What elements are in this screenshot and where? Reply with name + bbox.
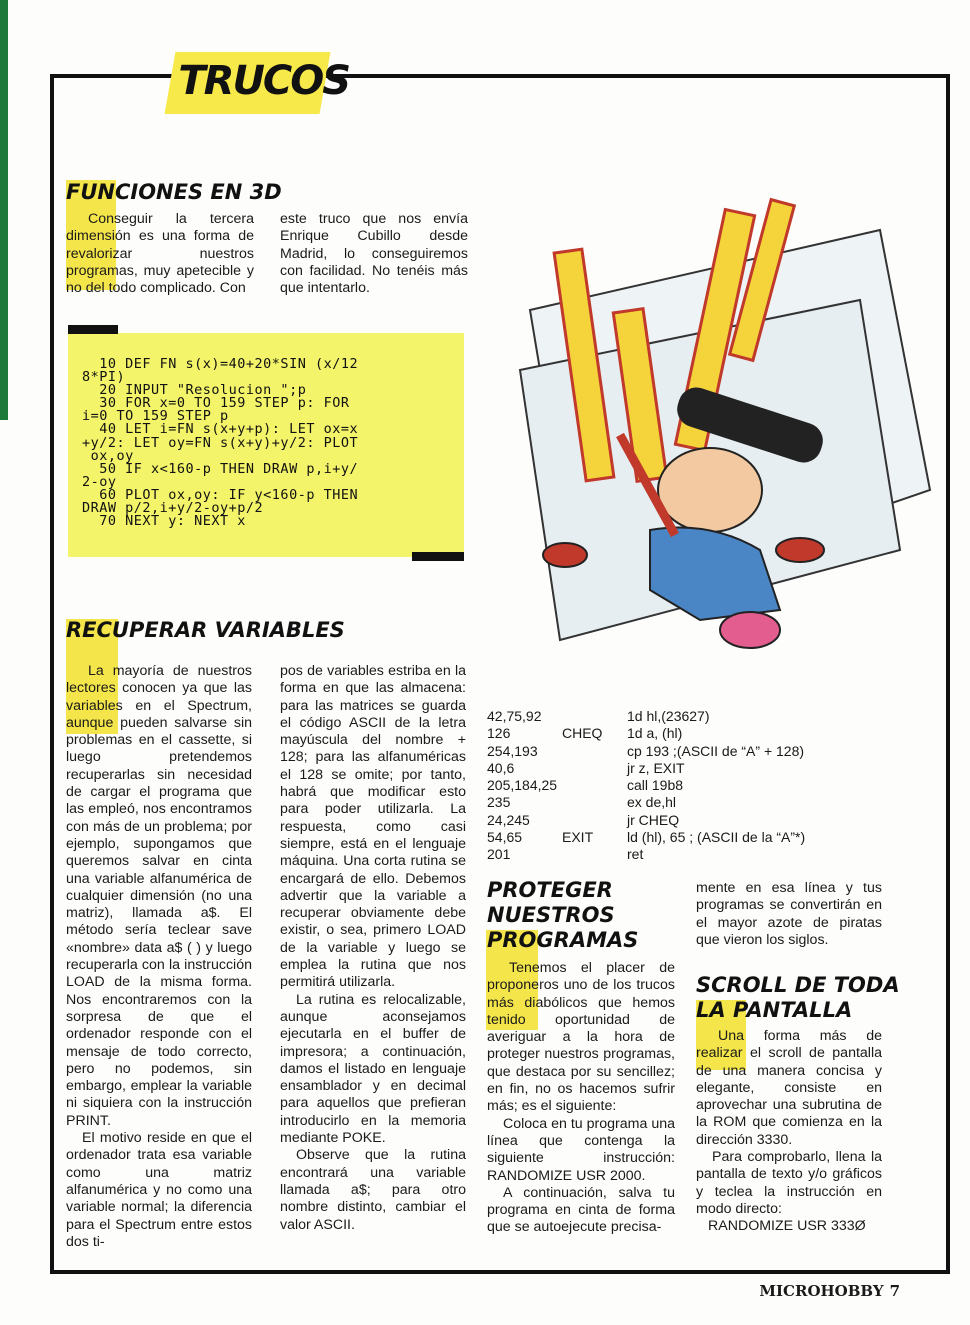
green-edge-strip	[0, 0, 8, 420]
decor-bar	[68, 325, 118, 334]
assembler-listing	[487, 708, 927, 864]
basic-listing: 10 DEF FN s(x)=40+20*SIN (x/12 8*PI) 20 INPUT "Resolucion ";p 30 FOR x=0 TO 159 STEP p: FOR i=0 TO 159 STEP p 40 LET i=FN s(x+y+p): LET ox=x +y/2: LET oy=FN s(x+y)+y/2: PLOT ox,oy 50 IF x<160-p THEN DRAW p,i+y/ 2-oy 60 PLOT ox,oy: IF y<160-p THEN DRAW p/2,i+y/2-oy+p/2 70 NEXT y: NEXT x	[82, 356, 359, 530]
section-logo	[165, 52, 350, 114]
command-line: RANDOMIZE USR 333Ø	[708, 1218, 866, 1235]
paragraph: El motivo reside en que el ordenador trata esa variable como una matriz alfanumérica y no como una variable normal; la diferencia para el Spectrum entre estos dos ti-	[66, 1130, 252, 1250]
paragraph: La rutina es relocalizable, aunque aconsejamos ejecutarla en el buffer de impresora; a continuación, damos el listado en lenguaje ensamblador y en decimal para aquellos que prefieran introducirlo en la memoria mediante POKE.	[280, 991, 466, 1147]
paragraph: mente en esa línea y tus programas se convertirán en el mayor azote de piratas que vieron los siglos.	[696, 880, 882, 948]
paragraph: A continuación, salva tu programa en cinta de forma que se autoejecute precisa-	[487, 1184, 675, 1236]
listing-row: 42,75,92 1d hl,(23627)	[487, 708, 710, 724]
article-title-recuperar: RECUPERAR VARIABLES	[66, 618, 345, 642]
paragraph: La mayoría de nuestros lectores conocen ya que las variables en el Spectrum, aunque pueden salvarse sin problemas en el cassette, si luego pretendemos recuperarlas sin necesidad de cargar el programa que las empleó, nos encontramos con más de un problema; por ejemplo, supongamos que queremos salvar en cinta una variable alfanumérica de cualquier dimensión (no una matriz), llamada a$. El método sería teclear save «nombre» data a$ ( ) y luego recuperarla con la instrucción LOAD de la misma forma. Nos encontraremos con la sorpresa de que el ordenador responde con el mensaje de todo correcto, pero no podemos, sin embargo, emplear la variable ni siquiera con la instrucción PRINT.	[66, 663, 252, 1129]
paragraph: Una forma más de realizar el scroll de pantalla de una manera concisa y elegante, consiste en aprovechar una subrutina de la ROM que comienza en la dirección 3330.	[696, 1028, 882, 1148]
article-title-scroll: SCROLL DE TODA LA PANTALLA	[696, 973, 900, 1022]
listing-row: 235 ex de,hl	[487, 794, 677, 811]
listing-row: 205,184,25 call 19b8	[487, 777, 684, 794]
article-proteger-col2	[696, 880, 882, 949]
article-funciones-col2	[280, 211, 468, 297]
article-recuperar-col1	[66, 663, 252, 1251]
article-scroll-col	[696, 1028, 882, 1236]
magazine-name: MICROHOBBY	[759, 1282, 884, 1300]
article-recuperar-col2	[280, 663, 466, 1234]
section-logo-text: TRUCOS	[178, 58, 350, 104]
listing-row: 126 CHEQ 1d a, (hl)	[487, 725, 683, 742]
listing-row: 254,193 cp 193 ;(ASCII de “A” + 128)	[487, 742, 805, 759]
listing-row: 201 ret	[487, 846, 644, 863]
page-number: 7	[889, 1282, 900, 1300]
paragraph: Observe que la rutina encontrará una variable llamada a$; para otro nombre distinto, cambiar el valor ASCII.	[280, 1147, 466, 1233]
paragraph: Conseguir la tercera dimensión es una forma de revalorizar nuestros programas, muy apetecible y no del todo complicado. Con	[66, 211, 254, 297]
listing-row: 40,6 jr z, EXIT	[487, 759, 685, 776]
page-footer	[759, 1282, 900, 1300]
paragraph: este truco que nos envía Enrique Cubillo desde Madrid, lo conseguiremos con facilidad. No tenéis más que intentarlo.	[280, 211, 468, 297]
paragraph: Para comprobarlo, llena la pantalla de texto y/o gráficos y teclea la instrucción en modo directo:	[696, 1149, 882, 1217]
paragraph: Coloca en tu programa una línea que contenga la siguiente instrucción: RANDOMIZE USR 2000.	[487, 1115, 675, 1184]
paragraph: pos de variables estriba en la forma en que las almacena: para las matrices se guarda el código ASCII de la letra mayúscula del nombre + 128; para las alfanuméricas el 128 se omite; por tanto, habrá que modificar esto para poder utilizarla. La respuesta, como casi siempre, está en el lenguaje máquina. Una corta rutina se encargará de ello. Debemos advertir que la variable a recuperar obviamente debe existir, o sea, primero LOAD de la variable y luego se emplea la rutina que nos permitirá utilizarla.	[280, 663, 466, 991]
cartoon-illustration	[500, 190, 940, 690]
decor-bar	[412, 552, 464, 561]
frame-top-right	[322, 74, 950, 78]
code-listing-box	[68, 333, 464, 557]
frame-top-left	[50, 74, 172, 78]
article-proteger-col1	[487, 960, 675, 1237]
listing-row: 24,245 jr CHEQ	[487, 811, 680, 828]
listing-row: 54,65 EXIT ld (hl), 65 ; (ASCII de la “A”*)	[487, 829, 806, 846]
article-title-proteger: PROTEGER NUESTROS PROGRAMAS	[487, 878, 639, 952]
paragraph: Tenemos el placer de proponeros uno de los trucos más diabólicos que hemos tenido oportunidad de averiguar a la hora de proteger nuestros programas, que destaca por su sencillez; en fin, no os hacemos sufrir más; es el siguiente:	[487, 960, 675, 1115]
article-title-funciones: FUNCIONES EN 3D	[66, 180, 282, 204]
article-funciones-col1	[66, 211, 254, 297]
